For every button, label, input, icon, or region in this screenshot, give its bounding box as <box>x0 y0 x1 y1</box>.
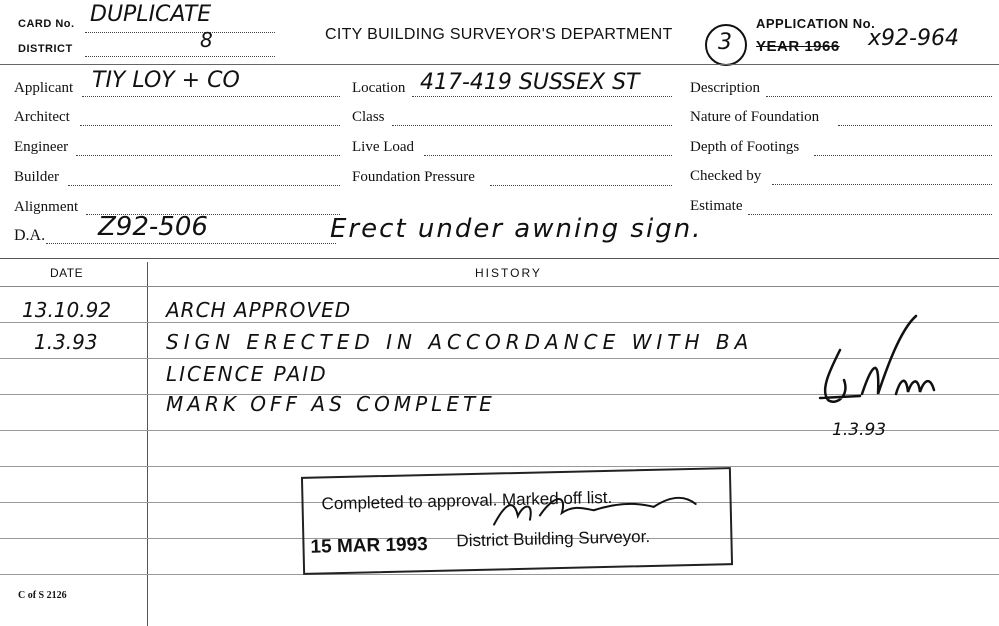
stamp-signature <box>483 482 714 537</box>
checked-by-label: Checked by <box>690 168 762 184</box>
ruled-line <box>0 466 999 467</box>
da-value: Z92-506 <box>98 212 208 242</box>
applicant-value: TIY LOY + CO <box>92 68 240 93</box>
year-label: YEAR 1966 <box>756 38 840 55</box>
card-no-label: CARD No. <box>18 18 75 30</box>
architect-line <box>80 125 340 126</box>
history-text: SIGN ERECTED IN ACCORDANCE WITH BA <box>166 330 754 354</box>
signature <box>800 310 950 420</box>
header-rule <box>0 64 999 65</box>
district-line <box>85 56 275 57</box>
history-top-rule <box>0 258 999 259</box>
live-load-label: Live Load <box>352 139 415 155</box>
location-line <box>412 96 672 97</box>
depth-footings-label: Depth of Footings <box>690 139 800 155</box>
description-label: Description <box>690 80 760 96</box>
circled-number-text: 3 <box>718 30 732 55</box>
location-value: 417-419 SUSSEX ST <box>420 70 640 95</box>
engineer-label: Engineer <box>14 139 69 155</box>
ruled-line <box>0 574 999 575</box>
estimate-label: Estimate <box>690 198 743 214</box>
class-label: Class <box>352 109 385 125</box>
builder-label: Builder <box>14 169 59 185</box>
history-date: 13.10.92 <box>22 298 112 322</box>
history-text: MARK OFF AS COMPLETE <box>166 392 496 416</box>
applicant-line <box>82 96 340 97</box>
class-line <box>392 125 672 126</box>
da-line <box>46 243 336 244</box>
circled-number <box>705 24 747 66</box>
checked-by-line <box>772 184 992 185</box>
history-text: LICENCE PAID <box>166 362 328 386</box>
date-header: DATE <box>50 266 84 280</box>
district-label: DISTRICT <box>18 43 73 55</box>
application-no-label: APPLICATION No. <box>756 16 876 31</box>
stamp-line2: District Building Surveyor. <box>456 526 651 551</box>
estimate-line <box>748 214 992 215</box>
location-label: Location <box>352 80 406 96</box>
history-text: ARCH APPROVED <box>166 298 352 322</box>
nature-foundation-line <box>838 125 992 126</box>
completion-stamp <box>301 467 733 575</box>
nature-foundation-label: Nature of Foundation <box>690 109 820 125</box>
alignment-label: Alignment <box>14 199 79 215</box>
foundation-pressure-label: Foundation Pressure <box>352 169 475 185</box>
description-line <box>766 96 992 97</box>
foundation-pressure-line <box>490 185 672 186</box>
depth-footings-line <box>814 155 992 156</box>
card-no-line <box>85 32 275 33</box>
engineer-line <box>76 155 340 156</box>
card-no-value: DUPLICATE <box>90 2 212 27</box>
date-column-divider <box>147 262 148 626</box>
signature-date: 1.3.93 <box>832 420 887 440</box>
da-label: D.A. <box>14 227 46 244</box>
builder-line <box>68 185 340 186</box>
application-no-value: x92-964 <box>868 26 959 51</box>
applicant-label: Applicant <box>14 80 74 96</box>
live-load-line <box>424 155 672 156</box>
architect-label: Architect <box>14 109 70 125</box>
district-value: 8 <box>200 28 213 52</box>
history-header-rule <box>0 286 999 287</box>
history-date: 1.3.93 <box>34 330 98 354</box>
history-header: HISTORY <box>475 266 542 280</box>
stamp-line1: Completed to approval. Marked off list. <box>321 487 613 514</box>
stamp-date: 15 MAR 1993 <box>310 534 428 558</box>
form-code: C of S 2126 <box>18 590 67 601</box>
department-title: CITY BUILDING SURVEYOR'S DEPARTMENT <box>325 26 673 43</box>
description-text: Erect under awning sign. <box>330 214 703 244</box>
